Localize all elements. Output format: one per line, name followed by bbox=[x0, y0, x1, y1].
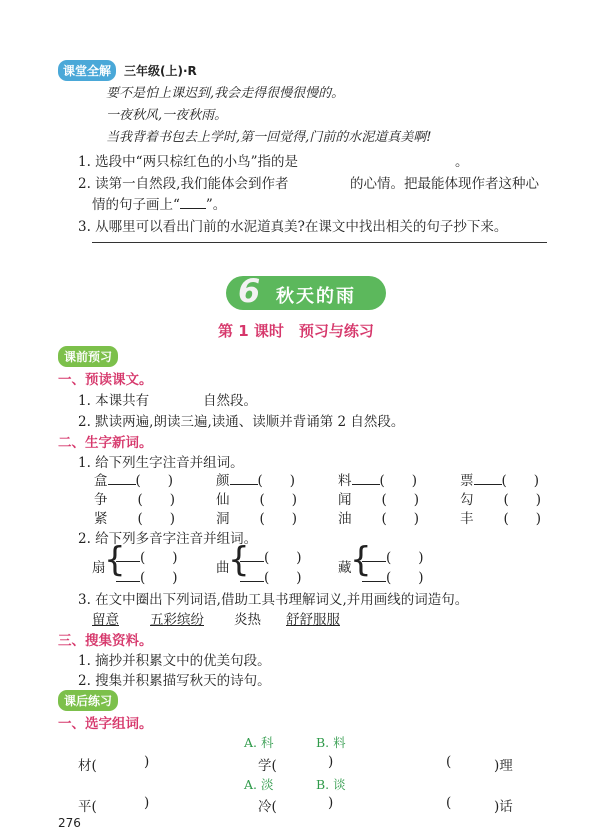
question-2-end: ”。 bbox=[205, 197, 227, 213]
lesson-number: 6 bbox=[238, 272, 261, 310]
preview-line: 3. 在文中圈出下列词语,借助工具书理解词义,并用画线的词造句。 bbox=[78, 592, 469, 608]
section-title: 三、搜集资料。 bbox=[58, 633, 153, 649]
passage-line: 一夜秋风,一夜秋雨。 bbox=[106, 108, 228, 123]
char-item: 油 ( ) bbox=[338, 511, 420, 527]
preview-line: 自然段。 bbox=[203, 393, 257, 409]
section-title: 一、选字组词。 bbox=[58, 716, 153, 732]
question-3: 3. 从哪里可以看出门前的水泥道真美?在课文中找出相关的句子抄下来。 bbox=[78, 219, 508, 235]
vocab-word: 舒舒服服 bbox=[286, 612, 340, 628]
char-item: 丰 ( ) bbox=[460, 511, 542, 527]
option-a: A. 科 bbox=[244, 735, 274, 750]
practice-badge: 课后练习 bbox=[58, 690, 118, 711]
lesson-title: 秋天的雨 bbox=[276, 286, 356, 307]
brace-icon: { bbox=[104, 540, 126, 580]
practice-item: ) bbox=[328, 795, 334, 811]
char-item: 票 ( ) bbox=[460, 473, 540, 489]
preview-badge: 课前预习 bbox=[58, 346, 118, 367]
practice-item: 平( bbox=[78, 799, 97, 815]
grade-label: 三年级(上)·R bbox=[124, 64, 197, 78]
poly-blank: ( ) bbox=[240, 566, 302, 586]
answer-blank[interactable] bbox=[180, 208, 206, 209]
practice-item: )话 bbox=[494, 799, 513, 815]
char-item: 争 ( ) bbox=[94, 492, 176, 508]
question-2-text: 情的句子画上“ bbox=[92, 197, 180, 213]
char-item: 洞 ( ) bbox=[216, 511, 298, 527]
char-item: 料 ( ) bbox=[338, 473, 418, 489]
question-2-cont: 的心情。把最能体现作者这种心 bbox=[350, 176, 539, 192]
poly-blank: ( ) bbox=[116, 566, 178, 586]
passage-line: 当我背着书包去上学时,第一回觉得,门前的水泥道真美啊! bbox=[106, 130, 432, 145]
practice-item: ) bbox=[144, 754, 150, 770]
practice-item: ) bbox=[144, 795, 150, 811]
practice-item: 冷( bbox=[258, 799, 277, 815]
poly-blank: ( ) bbox=[362, 566, 424, 586]
vocab-word: 炎热 bbox=[234, 612, 261, 628]
answer-line[interactable] bbox=[92, 242, 547, 243]
char-item: 紧 ( ) bbox=[94, 511, 176, 527]
preview-line: 1. 本课共有 bbox=[78, 393, 150, 409]
practice-item: )理 bbox=[494, 758, 513, 774]
practice-item: ( bbox=[446, 754, 452, 770]
poly-blank: ( ) bbox=[240, 546, 302, 566]
option-b: B. 料 bbox=[316, 735, 346, 750]
practice-item: ) bbox=[328, 754, 334, 770]
brace-icon: { bbox=[228, 540, 250, 580]
section-title: 二、生字新词。 bbox=[58, 435, 153, 451]
section-title: 一、预读课文。 bbox=[58, 372, 153, 388]
page-number: 276 bbox=[58, 816, 81, 830]
char-item: 勾 ( ) bbox=[460, 492, 542, 508]
passage-line: 要不是怕上课迟到,我会走得很慢很慢的。 bbox=[106, 86, 345, 101]
preview-line: 1. 摘抄并积累文中的优美句段。 bbox=[78, 653, 271, 669]
question-1: 1. 选段中“两只棕红色的小鸟”指的是 bbox=[78, 154, 298, 170]
vocab-word: 五彩缤纷 bbox=[150, 612, 204, 628]
practice-item: 材( bbox=[78, 758, 97, 774]
poly-blank: ( ) bbox=[116, 546, 178, 566]
char-item: 盒 ( ) bbox=[94, 473, 174, 489]
lesson-subtitle: 第 1 课时 预习与练习 bbox=[218, 322, 374, 340]
option-a: A. 淡 bbox=[244, 777, 274, 792]
poly-blank: ( ) bbox=[362, 546, 424, 566]
poly-char: 藏 bbox=[338, 560, 352, 576]
vocab-word: 留意 bbox=[92, 612, 119, 628]
brace-icon: { bbox=[350, 540, 372, 580]
preview-line: 1. 给下列生字注音并组词。 bbox=[78, 455, 244, 471]
option-b: B. 谈 bbox=[316, 777, 346, 792]
practice-item: ( bbox=[446, 795, 452, 811]
poly-char: 扇 bbox=[92, 560, 106, 576]
preview-line: 2. 给下列多音字注音并组词。 bbox=[78, 531, 258, 547]
question-2-cont bbox=[92, 193, 226, 213]
practice-item: 学( bbox=[258, 758, 277, 774]
book-badge: 课堂全解 bbox=[58, 60, 116, 81]
question-1-end: 。 bbox=[455, 154, 469, 170]
char-item: 颜 ( ) bbox=[216, 473, 296, 489]
preview-line: 2. 默读两遍,朗读三遍,读通、读顺并背诵第 2 自然段。 bbox=[78, 414, 405, 430]
poly-char: 曲 bbox=[216, 560, 230, 576]
char-item: 闻 ( ) bbox=[338, 492, 420, 508]
question-2: 2. 读第一自然段,我们能体会到作者 bbox=[78, 176, 289, 192]
char-item: 仙 ( ) bbox=[216, 492, 298, 508]
preview-line: 2. 搜集并积累描写秋天的诗句。 bbox=[78, 673, 271, 689]
